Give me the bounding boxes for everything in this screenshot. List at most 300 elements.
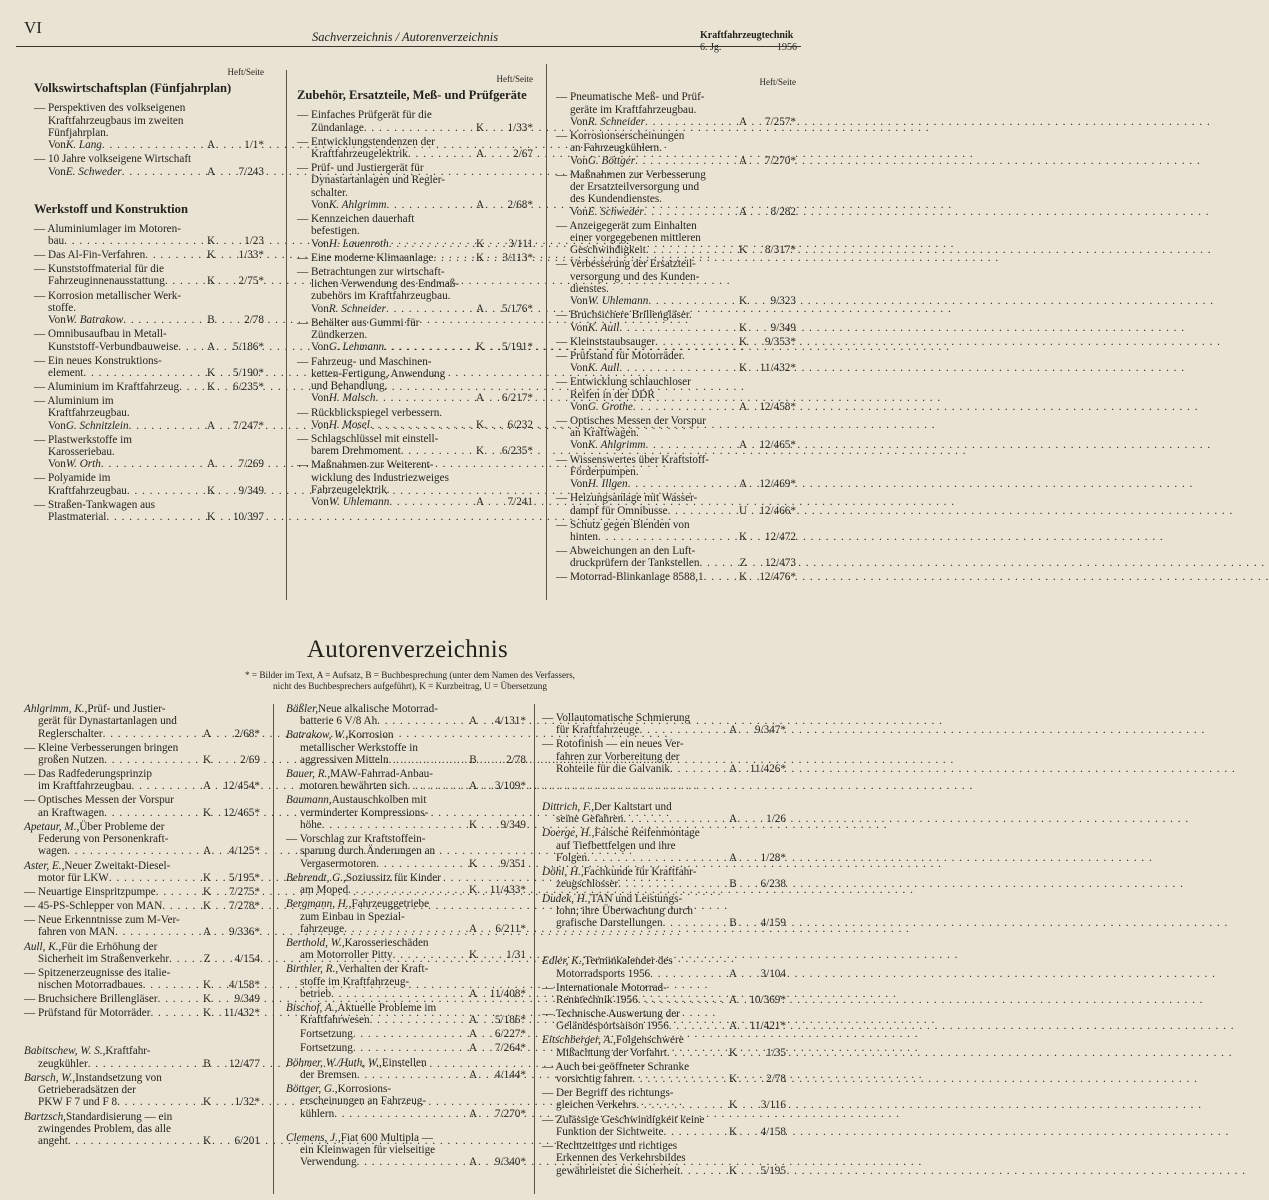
indent: [297, 199, 311, 211]
entry-text: Neuer Zweitakt-Diesel-: [64, 859, 171, 872]
entry-text-line: [556, 466, 796, 478]
entry-text: — Heizungsanlage mit Wasser-: [556, 492, 698, 505]
entry-text: kühlern: [300, 1107, 335, 1120]
leader-dots: [389, 238, 473, 250]
entry-text-line: [24, 768, 260, 780]
entry-type-code: A: [738, 478, 748, 491]
entry-reference-line: [24, 845, 260, 857]
indent: [286, 807, 300, 819]
entry-text-line: [297, 484, 533, 496]
entry-text-line: [556, 545, 796, 557]
entry-type-code: K: [202, 753, 212, 766]
author-entry: [24, 914, 260, 939]
indent: [286, 949, 300, 961]
author-entry: [542, 801, 786, 826]
entry-issue-page: 6/227*: [494, 1028, 526, 1041]
entry-reference-line: [542, 968, 786, 980]
entry-reference-line: [34, 341, 264, 353]
entry-text: — Neue Erkenntnisse zum M-Ver-: [24, 914, 180, 927]
leader-dots: [433, 252, 473, 264]
entry-text: fahren von MAN: [38, 926, 116, 939]
indent: [286, 1095, 300, 1107]
leader-dots: [375, 392, 473, 404]
entry-reference-line: [542, 1073, 786, 1085]
authors-legend: [160, 670, 660, 692]
entry-text: Terminkalender des: [584, 955, 673, 968]
entry-text: Von: [311, 496, 329, 509]
entry-type-code: A: [206, 419, 216, 432]
entry-type-code: A: [738, 439, 748, 452]
entry-text: — Eine moderne Klimaanlage: [297, 251, 434, 264]
indent: [297, 392, 311, 404]
entry-type-code: A: [468, 922, 478, 935]
leader-dots: [619, 362, 736, 374]
entry-text: Von: [570, 478, 588, 491]
entry-text: zeugkühler: [38, 1057, 88, 1070]
entry-reference-line: [556, 571, 796, 583]
entry-text: — Maßnahmen zur Verbesserung: [556, 168, 706, 181]
leader-dots: [109, 872, 200, 884]
entry-text: Von: [311, 198, 329, 211]
leader-dots: [680, 1165, 726, 1177]
indent: [542, 917, 556, 929]
entry-issue-page: 1/35: [766, 1046, 786, 1059]
entry-reference-line: [286, 923, 526, 935]
index-entry: [297, 162, 533, 211]
entry-text: Über Probleme der: [79, 820, 165, 833]
entry-text-line: [24, 794, 260, 806]
entry-issue-page: 2/78: [766, 1073, 786, 1086]
indent: [24, 754, 38, 766]
leader-dots: [117, 1096, 200, 1108]
indent: [297, 380, 311, 392]
entry-text-line: [297, 317, 533, 329]
entry-type-code: A: [728, 724, 738, 737]
entry-text: — Motorrad-Blinkanlage 8588,1: [556, 571, 704, 584]
index-entry: [556, 454, 796, 491]
author-name: Doerge, H.,: [542, 827, 595, 840]
entry-type-code: K: [728, 1073, 738, 1086]
indent: [542, 1073, 556, 1085]
entry-reference-line: [24, 1058, 260, 1070]
entry-type-code: K: [202, 885, 212, 898]
entry-issue-page: 4/154: [234, 952, 260, 965]
entry-text-line: [556, 130, 796, 142]
entry-type-code: A: [468, 1156, 478, 1169]
entry-text: Fachkunde für Kraftfahr-: [583, 866, 697, 879]
entry-text: bau: [48, 234, 65, 247]
entry-text: ketten-Fertigung, Anwendung: [311, 367, 446, 380]
author-entry: [542, 1034, 786, 1059]
entry-issue-page: 7/257*: [764, 115, 796, 128]
entry-text-line: [542, 866, 786, 878]
indent: [556, 505, 570, 517]
author-entry: [24, 886, 260, 898]
entry-reference-line: [542, 1020, 786, 1032]
entry-text: — Perspektiven des volkseigenen: [34, 102, 186, 115]
entry-text: zum Einbau in Spezial-: [300, 910, 405, 923]
entry-text: Fahrzeugelektrik.: [311, 483, 390, 496]
author-entry: [542, 955, 786, 980]
author-entry: [286, 1132, 526, 1169]
entry-text-line: [297, 162, 533, 174]
indent: [286, 988, 300, 1000]
entry-issue-page: 4/159: [760, 917, 786, 930]
entry-text: Von: [48, 165, 66, 178]
author-name: Apetaur, M.,: [24, 820, 80, 833]
leader-dots: [636, 1099, 726, 1111]
entry-author: G. Lehmann: [328, 341, 385, 354]
entry-text-line: [542, 827, 786, 839]
entry-type-code: A: [202, 845, 212, 858]
indent: [297, 445, 311, 457]
indent: [286, 976, 300, 988]
entry-type-code: A: [728, 967, 738, 980]
entry-reference-line: [34, 235, 264, 247]
entry-text-line: [556, 427, 796, 439]
entry-author: G. Schnitzlein: [65, 419, 129, 432]
journal-issue: [700, 42, 797, 54]
entry-issue-page: 2/78: [244, 314, 264, 327]
leader-dots: [384, 341, 473, 353]
subject-column-2: [297, 73, 533, 510]
entry-text-line: [24, 1045, 260, 1057]
leader-dots: [123, 314, 204, 326]
index-entry: [556, 571, 796, 583]
entry-issue-page: 5/186*: [232, 340, 264, 353]
entry-text: dienstes.: [570, 282, 609, 295]
entry-type-code: K: [206, 234, 216, 247]
entry-text: — Ein neues Konstruktions-: [34, 354, 162, 367]
entry-issue-page: 12/454*: [223, 780, 260, 793]
index-entry: [556, 336, 796, 348]
entry-issue-page: 3/113*: [502, 251, 533, 264]
index-entry: [34, 328, 264, 353]
indent: [542, 751, 556, 763]
entry-text-line: [542, 738, 786, 750]
entry-issue-page: 1/32*: [234, 1096, 260, 1109]
entry-type-code: U: [738, 504, 748, 517]
entry-reference-line: [24, 1007, 260, 1019]
entry-reference-line: [542, 1126, 786, 1138]
entry-text: am Motorroller Pitty: [300, 949, 393, 962]
entry-reference-line: [542, 813, 786, 825]
entry-issue-page: 6/235*: [232, 381, 264, 394]
entry-text-line: [556, 91, 796, 103]
leader-dots: [150, 1007, 200, 1019]
entry-author: K. Ahlgrimm: [587, 439, 646, 452]
entry-text: der Ersatzteilversorgung und: [570, 180, 700, 193]
entry-text: und Behandlung.: [311, 380, 388, 393]
author-column-1: [24, 703, 260, 1149]
entry-text: Aktuelle Probleme im: [337, 1002, 437, 1014]
entry-reference-line: [556, 206, 796, 218]
entry-text: Neue alkalische Motorrad-: [318, 703, 438, 715]
indent: [24, 845, 38, 857]
entry-type-code: A: [468, 987, 478, 1000]
entry-text-line: [34, 290, 264, 302]
entry-text: Motorradsports 1956: [556, 967, 651, 980]
leader-dots: [158, 993, 200, 1005]
leader-dots: [618, 878, 726, 890]
entry-reference-line: [556, 505, 796, 517]
index-entry: [34, 355, 264, 380]
entry-text-line: [24, 742, 260, 754]
entry-type-code: K: [468, 949, 478, 962]
heft-seite-label: Heft/Seite: [496, 74, 533, 84]
entry-text: Karosseriebau.: [48, 446, 115, 459]
journal-info: [700, 30, 797, 54]
entry-type-code: B: [729, 878, 737, 891]
author-name: Aull, K.,: [24, 940, 62, 953]
entry-type-code: A: [206, 458, 216, 471]
entry-text-line: [24, 715, 260, 727]
index-entry: [34, 434, 264, 471]
entry-text: Reifen in der DDR: [570, 388, 655, 401]
entry-text: Fünfjahrplan.: [48, 126, 109, 139]
indent: [556, 232, 570, 244]
entry-text: wicklung des Industriezweiges: [311, 471, 449, 484]
entry-reference-line: [34, 420, 264, 432]
indent: [286, 858, 300, 870]
entry-text: — Entwicklungstendenzen der: [297, 135, 435, 148]
entry-text: — Technische Auswertung der: [542, 1008, 680, 1021]
entry-type-code: K: [475, 251, 485, 264]
entry-text-line: [542, 905, 786, 917]
journal-name: Kraftfahrzeugtechnik: [700, 30, 794, 41]
entry-text: — Rotofinish — ein neues Ver-: [542, 738, 684, 751]
entry-text: — Kleine Verbesserungen bringen: [24, 741, 179, 754]
entry-reference-line: [556, 244, 796, 256]
entry-type-code: A: [728, 852, 738, 865]
indent: [24, 1096, 38, 1108]
indent: [542, 1020, 556, 1032]
entry-type-code: K: [728, 1046, 738, 1059]
leader-dots: [377, 715, 466, 727]
entry-reference-line: [24, 807, 260, 819]
entry-type-code: K: [475, 237, 485, 250]
entry-text-line: [34, 446, 264, 458]
indent: [297, 122, 311, 134]
index-entry: [34, 102, 264, 151]
entry-text-line: [286, 768, 526, 780]
entry-gap: [24, 1021, 260, 1045]
entry-text: — Kleinststaubsauger: [556, 335, 656, 348]
entry-text: Förderpumpen.: [570, 465, 639, 478]
index-entry: [34, 249, 264, 261]
author-entry: [542, 1008, 786, 1033]
entry-text: — Entwicklung schlauchloser: [556, 376, 691, 389]
entry-author: H. Lauenroth: [328, 237, 389, 250]
entry-type-code: K: [202, 979, 212, 992]
entry-text-line: [286, 976, 526, 988]
entry-issue-page: 11/408*: [489, 987, 526, 1000]
entry-text-line: [556, 220, 796, 232]
author-name: Bischof, A.,: [286, 1002, 338, 1014]
entry-reference-line: [556, 401, 796, 413]
entry-text: Mißachtung der Vorfahrt: [556, 1046, 667, 1059]
indent: [286, 742, 300, 754]
entry-text: Fortsetzung: [300, 1042, 353, 1055]
indent: [542, 1152, 556, 1164]
indent: [556, 362, 570, 374]
entry-issue-page: 7/270*: [494, 1107, 526, 1120]
entry-type-code: K: [475, 341, 485, 354]
indent: [556, 271, 570, 283]
author-name: Dudek, H.,: [542, 892, 591, 905]
entry-type-code: A: [468, 1107, 478, 1120]
entry-reference-line: [297, 303, 533, 315]
indent: [34, 420, 48, 432]
entry-type-code: Z: [739, 557, 747, 570]
entry-text-line: [286, 807, 526, 819]
entry-author: W. Uhlemann: [328, 496, 390, 509]
entry-issue-page: 8/317*: [764, 244, 796, 257]
indent: [556, 557, 570, 569]
entry-text: — Prüfstand für Motorräder.: [556, 349, 685, 362]
entry-author: E. Schweder: [587, 205, 644, 218]
leader-dots: [357, 1069, 466, 1081]
indent: [297, 472, 311, 484]
entry-text-line: [24, 1084, 260, 1096]
author-entry: [542, 827, 786, 864]
indent: [556, 104, 570, 116]
entry-issue-page: 7/270*: [764, 154, 796, 167]
entry-text-line: [34, 115, 264, 127]
author-entry: [24, 941, 260, 966]
entry-issue-page: 4/158*: [228, 979, 260, 992]
leader-dots: [699, 557, 736, 569]
entry-text: — Vorschlag zur Kraftstoffein-: [286, 833, 426, 846]
indent: [556, 193, 570, 205]
leader-dots: [663, 917, 726, 929]
leader-dots: [83, 367, 204, 379]
entry-reference-line: [286, 988, 526, 1000]
leader-dots: [645, 116, 736, 128]
entry-text: motoren bewährten sich: [300, 780, 408, 793]
entry-type-code: K: [738, 295, 748, 308]
indent: [286, 1042, 300, 1054]
entry-issue-page: 9/349: [500, 819, 526, 832]
entry-gap: [286, 1122, 526, 1132]
author-entry: [24, 967, 260, 992]
entry-text-line: [556, 193, 796, 205]
entry-text: vorsichtig fahren: [556, 1073, 633, 1086]
entry-text: Reglerschalter: [38, 727, 103, 740]
entry-issue-page: 12/477: [228, 1057, 260, 1070]
entry-type-code: A: [728, 813, 738, 826]
entry-type-code: A: [202, 727, 212, 740]
author-entry: [24, 1111, 260, 1148]
entry-reference-line: [24, 953, 260, 965]
entry-type-code: K: [475, 418, 485, 431]
entry-author: W. Batrakow: [65, 314, 124, 327]
entry-text: Von: [570, 205, 588, 218]
indent: [286, 911, 300, 923]
indent: [286, 1144, 300, 1156]
entry-text-line: [286, 872, 526, 884]
indent: [24, 715, 38, 727]
entry-text: gleichen Verkehrs: [556, 1099, 637, 1112]
entry-text-line: [286, 833, 526, 845]
leader-dots: [670, 763, 726, 775]
entry-type-code: Z: [203, 952, 211, 965]
entry-type-code: A: [475, 198, 485, 211]
author-entry: [286, 833, 526, 870]
index-entry: [34, 290, 264, 327]
leader-dots: [408, 148, 473, 160]
entry-text: — Anzeigegerät zum Einhalten: [556, 219, 697, 232]
leader-dots: [401, 445, 473, 457]
entry-text: — Optisches Messen der Vorspur: [24, 794, 174, 807]
entry-type-code: K: [206, 366, 216, 379]
entry-type-code: A: [738, 205, 748, 218]
entry-text-line: [297, 109, 533, 121]
entry-type-code: K: [738, 335, 748, 348]
entry-author: W. Uhlemann: [587, 295, 649, 308]
entry-text: Kraftfahrzeugbaus im zweiten: [48, 114, 184, 127]
author-entry: [542, 1114, 786, 1139]
entry-type-code: K: [206, 484, 216, 497]
leader-dots: [103, 728, 200, 740]
entry-text: Von: [570, 439, 588, 452]
author-name: Böttger, G.,: [286, 1082, 338, 1095]
indent: [297, 303, 311, 315]
heft-seite-label: Heft/Seite: [227, 67, 264, 77]
entry-text-line: [34, 395, 264, 407]
leader-dots: [386, 199, 473, 211]
indent: [297, 341, 311, 353]
entry-issue-page: 1/1*: [244, 139, 264, 152]
entry-text: — Verbesserung der Ersatzteil-: [556, 258, 696, 271]
leader-dots: [67, 845, 200, 857]
leader-dots: [127, 485, 204, 497]
author-entry: [24, 1007, 260, 1019]
entry-type-code: K: [468, 857, 478, 870]
index-entry: [556, 220, 796, 257]
entry-text: — Einfaches Prüfgerät für die: [297, 109, 432, 122]
index-entry: [556, 415, 796, 452]
entry-text: auf Tiefbettfelgen und ihre: [556, 839, 676, 852]
entry-text-line: [24, 967, 260, 979]
entry-issue-page: 7/247*: [232, 419, 264, 432]
entry-issue-page: 9/336*: [228, 926, 260, 939]
entry-text-line: [542, 1152, 786, 1164]
leader-dots: [646, 244, 736, 256]
indent: [556, 116, 570, 128]
entry-reference-line: [24, 900, 260, 912]
indent: [297, 187, 311, 199]
entry-issue-page: 6/238: [760, 878, 786, 891]
index-entry: [556, 519, 796, 544]
entry-text: Austauschkolben mit: [331, 794, 427, 807]
author-entry: [24, 794, 260, 819]
entry-reference-line: [297, 148, 533, 160]
entry-text: Kraftfahrzeugelektrik: [311, 147, 408, 160]
author-entry: [286, 1042, 526, 1054]
entry-text-line: [34, 302, 264, 314]
entry-text-line: [542, 1034, 786, 1046]
indent: [556, 142, 570, 154]
issue-volume: 6. Jg.: [700, 42, 722, 53]
entry-text: — Schutz gegen Blenden von: [556, 518, 690, 531]
indent: [286, 780, 300, 792]
leader-dots: [669, 1020, 726, 1032]
author-entry: [542, 982, 786, 1007]
entry-text: — Aluminium im: [34, 395, 114, 408]
entry-gap: [542, 931, 786, 955]
entry-text: Verwendung: [300, 1156, 357, 1169]
